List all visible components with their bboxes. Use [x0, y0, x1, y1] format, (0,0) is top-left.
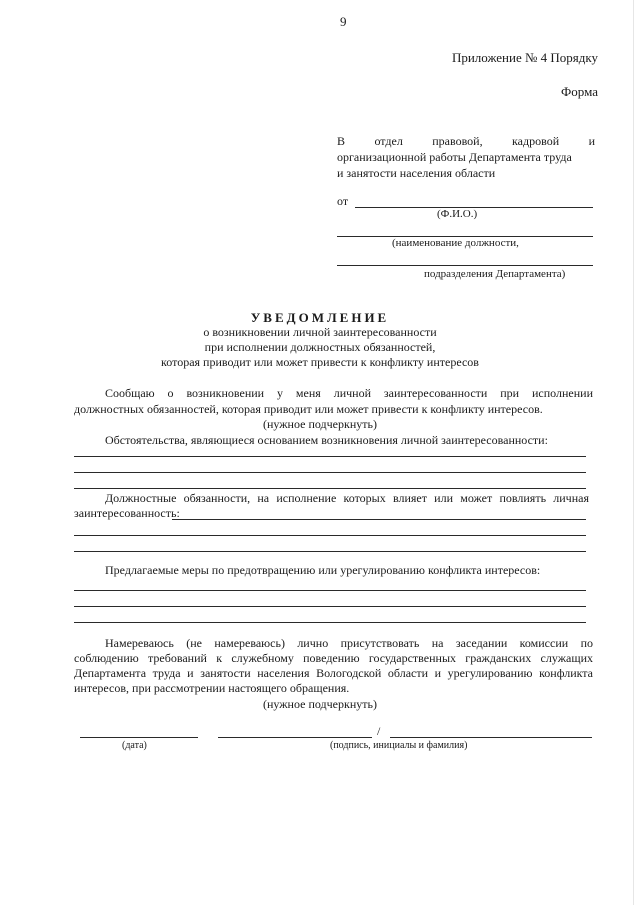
signature-separator: /: [377, 724, 381, 738]
notice-subtitle-2: при исполнении должностных обязанностей,: [204, 340, 436, 354]
measures-label: Предлагаемые меры по предотвращению или урегулированию конфликта интересов:: [105, 563, 541, 577]
page-number: 9: [340, 14, 347, 29]
name-blank-line[interactable]: [390, 737, 592, 738]
circumstances-blank-line[interactable]: [74, 488, 586, 489]
division-caption: подразделения Департамента): [424, 268, 566, 280]
duties-blank-line[interactable]: [172, 519, 586, 520]
duties-blank-line[interactable]: [74, 551, 586, 552]
addressee-word: правовой,: [432, 134, 483, 148]
measures-blank-line[interactable]: [74, 622, 586, 623]
appendix-label: Приложение № 4 Порядку: [451, 50, 598, 65]
addressee-line-1: [337, 134, 595, 149]
circumstances-blank-line[interactable]: [74, 472, 586, 473]
circumstances-blank-line[interactable]: [74, 456, 586, 457]
date-caption: (дата): [122, 740, 147, 751]
notice-subtitle-1: о возникновении личной заинтересованности: [203, 325, 437, 339]
position-caption: (наименование должности,: [392, 237, 519, 249]
intent-line-4: интересов, при рассмотрении настоящего обращения.: [74, 681, 350, 695]
addressee-line-2: организационной работы Департамента труда: [337, 150, 572, 164]
addressee-word: отдел: [374, 134, 403, 148]
page-edge: [633, 0, 634, 905]
intent-line-1: Намереваюсь (не намереваюсь) лично присутствовать на заседании комиссии по: [105, 636, 593, 650]
duties-blank-line[interactable]: [74, 535, 586, 536]
intent-line-3: Департамента труда и занятости населения Вологодской области и урегулированию конфликта: [74, 666, 593, 680]
report-line-1: Сообщаю о возникновении у меня личной заинтересованности при исполнении: [105, 386, 593, 400]
from-label: от: [337, 194, 349, 208]
notice-title: УВЕДОМЛЕНИЕ: [250, 310, 390, 325]
intent-line-2: соблюдению требований к служебному поведению государственных гражданских служащих: [74, 651, 593, 665]
circumstances-label: Обстоятельства, являющиеся основанием возникновения личной заинтересованности:: [105, 433, 548, 447]
signature-caption: (подпись, инициалы и фамилия): [330, 740, 468, 751]
addressee-word: В: [337, 134, 346, 148]
form-label: Форма: [561, 84, 598, 99]
duties-line-2: заинтересованность:: [74, 506, 180, 520]
measures-blank-line[interactable]: [74, 606, 586, 607]
signature-blank-line[interactable]: [218, 737, 372, 738]
underline-hint-1: (нужное подчеркнуть): [263, 417, 377, 431]
fio-caption: (Ф.И.О.): [437, 208, 478, 220]
notice-subtitle-3: которая приводит или может привести к конфликту интересов: [161, 355, 479, 369]
underline-hint-2: (нужное подчеркнуть): [263, 697, 377, 711]
division-blank-line[interactable]: [337, 265, 593, 266]
date-blank-line[interactable]: [80, 737, 198, 738]
addressee-word: кадровой: [512, 134, 560, 148]
addressee-word: и: [588, 134, 595, 148]
measures-blank-line[interactable]: [74, 590, 586, 591]
duties-line-1: Должностные обязанности, на исполнение которых влияет или может повлиять личная: [105, 491, 589, 505]
addressee-line-3: и занятости населения области: [337, 166, 496, 180]
report-line-2: должностных обязанностей, которая приводит или может привести к конфликту интересов.: [74, 402, 543, 416]
